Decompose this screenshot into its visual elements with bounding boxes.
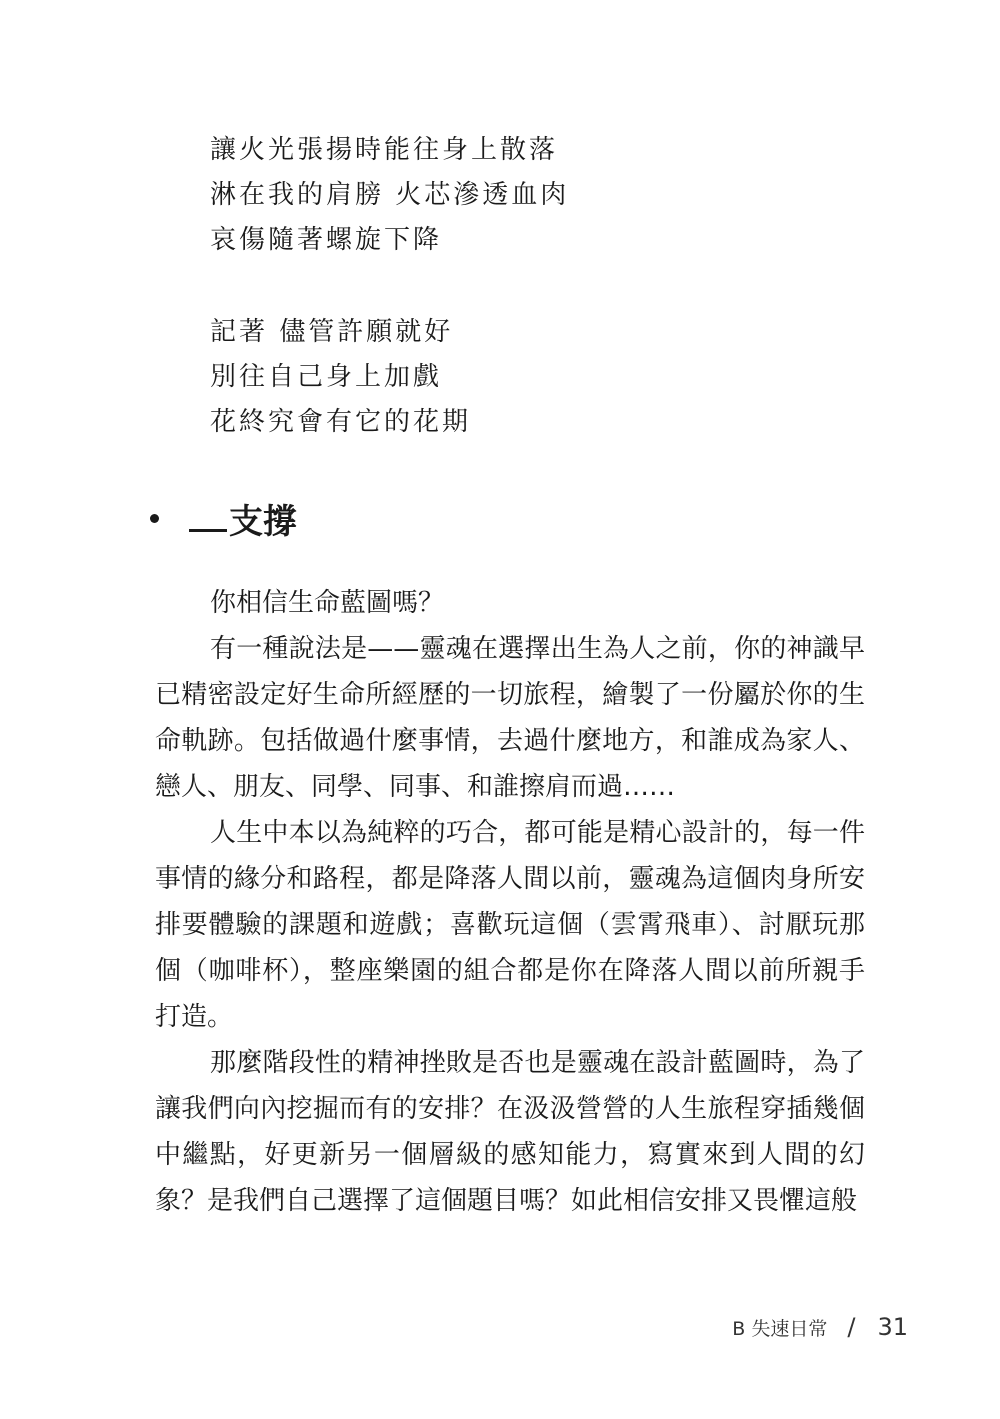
paragraph: 那麼階段性的精神挫敗是否也是靈魂在設計藍圖時，為了讓我們向內挖掘而有的安排？在汲汲營營的人生旅程穿插幾個中繼點，好更新另一個層級的感知能力，寫實來到人間的幻象？是我們自己選擇了這個題目嗎？如此相信安排又畏懼這般 (155, 1048, 865, 1216)
poem-stanza-1 (210, 128, 569, 263)
body-text (155, 580, 865, 1224)
chapter-label: B 失速日常 (732, 1318, 828, 1340)
page-number: 31 (877, 1313, 908, 1341)
heading-underline-dash (189, 529, 227, 532)
page-footer (732, 1313, 908, 1341)
paragraph: 你相信生命藍圖嗎？ (210, 588, 445, 618)
paragraph: 人生中本以為純粹的巧合，都可能是精心設計的，每一件事情的緣分和路程，都是降落人間以前，靈魂為這個肉身所安排要體驗的課題和遊戲；喜歡玩這個（雲霄飛車）、討厭玩那個（咖啡杯），整座樂園的組合都是你在降落人間以前所親手打造。 (155, 818, 865, 1032)
poem-line: 別往自己身上加戲 (210, 362, 443, 392)
bullet-dot-icon (150, 514, 159, 523)
paragraph: 有一種說法是——靈魂在選擇出生為人之前，你的神識早已精密設定好生命所經歷的一切旅程，繪製了一份屬於你的生命軌跡。包括做過什麼事情，去過什麼地方，和誰成為家人、戀人、朋友、同學、同事、和誰擦肩而過…… (155, 634, 865, 802)
section-heading (150, 490, 297, 546)
poem-stanza-2 (210, 310, 471, 445)
section-title: 支撐 (229, 501, 297, 542)
footer-separator: / (847, 1313, 856, 1341)
poem-line: 讓火光張揚時能往身上散落 (210, 135, 559, 165)
poem-line: 花終究會有它的花期 (210, 407, 472, 437)
poem-line: 淋在我的肩膀 火芯滲透血肉 (210, 180, 570, 210)
poem-line: 記著 儘管許願就好 (210, 317, 454, 347)
poem-line: 哀傷隨著螺旋下降 (210, 225, 443, 255)
